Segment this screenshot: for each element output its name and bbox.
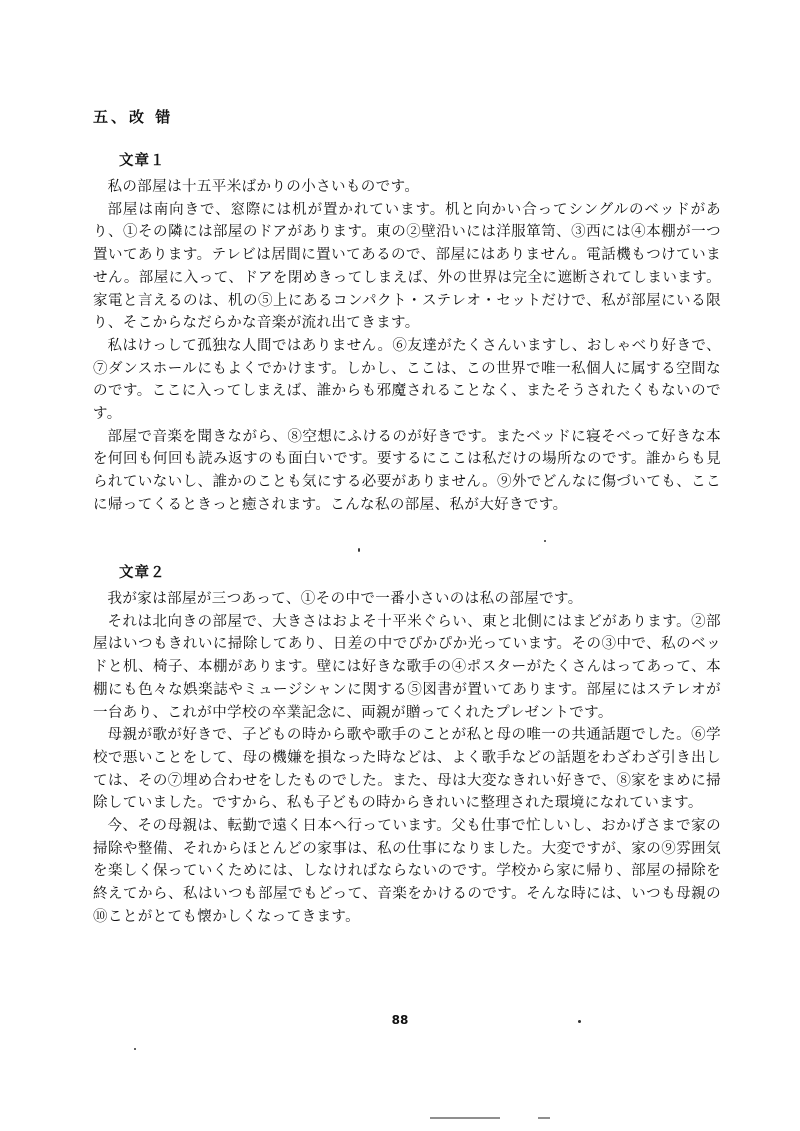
page-number: 88 [391, 1013, 409, 1027]
scan-speck [578, 1020, 581, 1023]
article-2 [93, 562, 721, 929]
article-2-paragraph-1: 我が家は部屋が三つあって、①その中で一番小さいのは私の部屋です。 [107, 591, 583, 607]
scan-speck [134, 1048, 136, 1050]
article-1 [93, 150, 721, 517]
article-2-paragraph-2: それは北向きの部屋で、大きさはおよそ十平米ぐらい、東と北側にはまどがあります。②部屋はいつもきれいに掃除してあり、日差の中でぴかぴか光っています。その③中で、私のベッドと机、椅子、本棚があります。壁には好きな歌手の④ポスターがたくさんはってあって、本棚にも色々な娯楽誌やミュージシャンに関する⑤図書が置いてあります。部屋にはステレオが一台あり、これが中学校の卒業記念に、両親が贈ってくれたプレゼントです。 [93, 613, 721, 721]
article-2-paragraph-4: 今、その母親は、転勤で遠く日本へ行っています。父も仕事で忙しいし、おかげさまで家の掃除や整備、それからほとんどの家事は、私の仕事になりました。大変ですが、家の⑨雰囲気を楽しく保っていくためには、しなければならないのです。学校から家に帰り、部屋の掃除を終えてから、私はいつも部屋でもどって、音楽をかけるのです。そんな時には、いつも母親の⑩ことがとても懐かしくなってきます。 [93, 818, 721, 925]
article-2-heading: 文章２ [119, 565, 166, 581]
scan-speck [544, 540, 546, 542]
article-1-paragraph-2: 部屋は南向きで、窓際には机が置かれています。机と向かい合ってシングルのベッドがあり、①その隣には部屋のドアがあります。東の②壁沿いには洋服箪笥、③西には④本棚が一つ置いてあります。テレビは居間に置いてあるので、部屋にはありません。電話機もつけていません。部屋に入って、ドアを閉めきってしまえば、外の世界は完全に遮断されてしまいます。家電と言えるのは、机の⑤上にあるコンパクト・ステレオ・セットだけで、私が部屋にいる限り、そこからなだらかな音楽が流れ出てきます。 [93, 201, 721, 332]
scan-speck [358, 548, 360, 552]
article-1-paragraph-3: 私はけっして孤独な人間ではありません。⑥友達がたくさんいますし、おしゃべり好きで、⑦ダンスホールにもよくでかけます。しかし、ここは、この世界で唯一私個人に属する空間なのです。ここに入ってしまえば、誰からも邪魔されることなく、またそうされたくもないのです。 [93, 337, 721, 423]
section-title: 五、改 错 [93, 108, 174, 126]
scan-smudge [538, 1117, 550, 1119]
scan-smudge [430, 1117, 500, 1119]
article-1-paragraph-4: 部屋で音楽を聞きながら、⑧空想にふけるのが好きです。またベッドに寝そべって好きな本を何回も何回も読み返すのも面白いです。要するにここは私だけの場所なのです。誰からも見られていないし、誰かのことも気にする必要がありません。⑨外でどんなに傷づいても、ここに帰ってくるときっと癒されます。こんな私の部屋、私が大好きです。 [93, 428, 721, 513]
article-2-paragraph-3: 母親が歌が好きで、子どもの時から歌や歌手のことが私と母の唯一の共通話題でした。⑥学校で悪いことをして、母の機嫌を損なった時などは、よく歌手などの話題をわざわざ引き出しては、その⑦埋め合わせをしたものでした。また、母は大変なきれい好きで、⑧家をまめに掃除していました。ですから、私も子どもの時からきれいに整理された環境になれています。 [93, 727, 721, 812]
article-1-heading: 文章１ [119, 153, 166, 169]
article-1-paragraph-1: 私の部屋は十五平米ばかりの小さいものです。 [107, 179, 420, 195]
